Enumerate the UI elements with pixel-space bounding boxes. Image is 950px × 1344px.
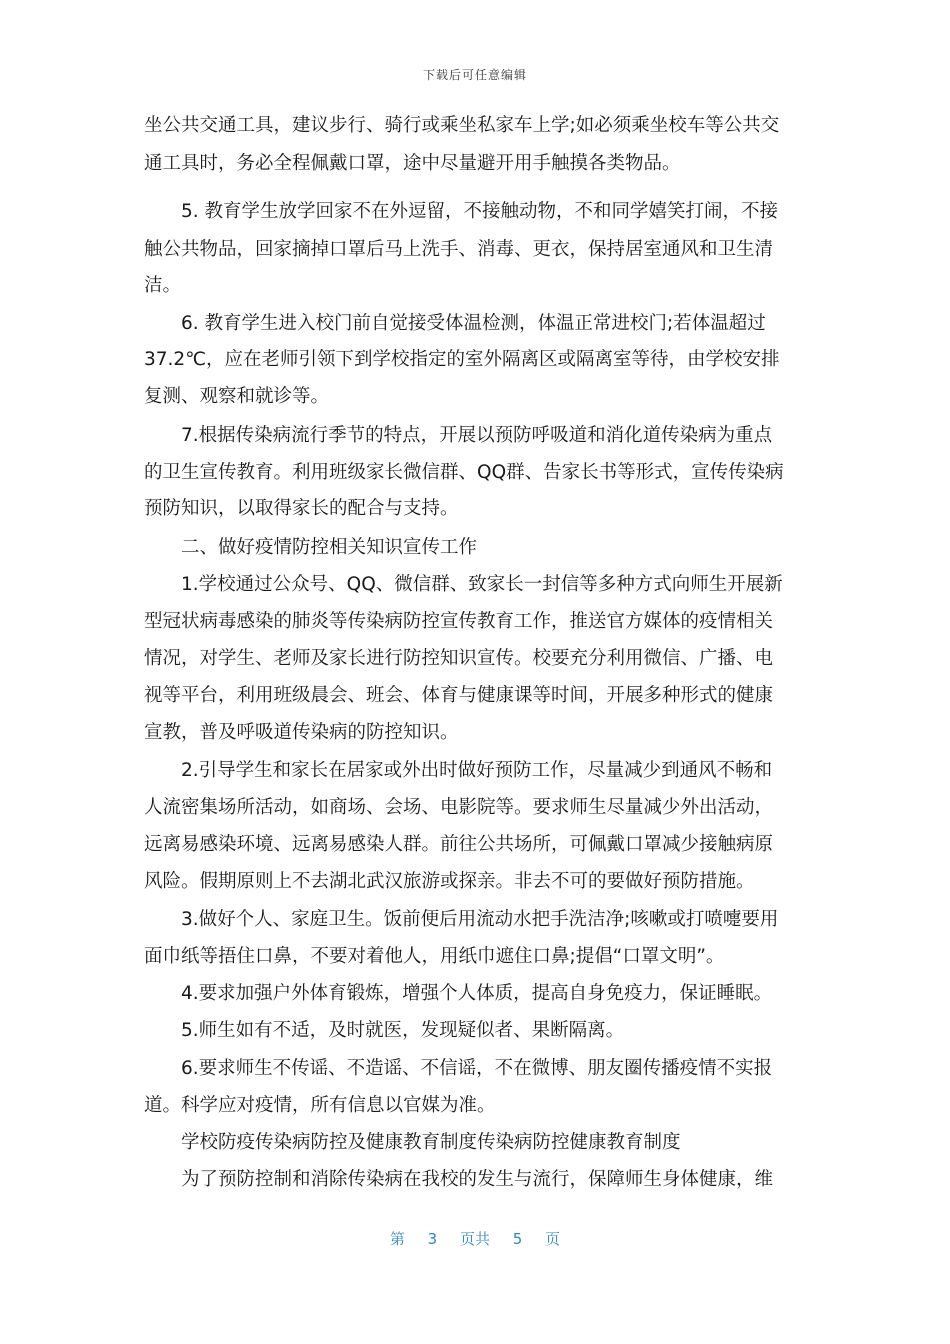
text-line: 3.做好个人、家庭卫生。饭前便后用流动水把手洗洁净;咳嗽或打喷嚏要用 xyxy=(181,909,779,930)
text-line: 预防知识，以取得家长的配合与支持。 xyxy=(144,498,459,519)
text-line: 5. 教育学生放学回家不在外逗留，不接触动物，不和同学嬉笑打闹，不接 xyxy=(181,201,779,222)
text-line: 触公共物品，回家摘掉口罩后马上洗手、消毒、更衣，保持居室通风和卫生清 xyxy=(144,239,774,260)
text-line: 7.根据传染病流行季节的特点，开展以预防呼吸道和消化道传染病为重点 xyxy=(181,425,773,446)
text-line: 为了预防控制和消除传染病在我校的发生与流行，保障师生身体健康，维 xyxy=(181,1169,774,1190)
text-line: 6.要求师生不传谣、不造谣、不信谣，不在微博、朋友圈传播疫情不实报 xyxy=(181,1058,773,1079)
footer-page-word: 第 xyxy=(389,1230,405,1248)
text-line: 宣教，普及呼吸道传染病的防控知识。 xyxy=(144,722,459,743)
text-line: 面巾纸等捂住口鼻，不要对着他人，用纸巾遮住口鼻;提倡“口罩文明”。 xyxy=(144,946,725,967)
section-heading: 学校防疫传染病防控及健康教育制度传染病防控健康教育制度 xyxy=(181,1132,681,1153)
text-line: 道。科学应对疫情，所有信息以官媒为准。 xyxy=(144,1095,496,1116)
text-line: 6. 教育学生进入校门前自觉接受体温检测，体温正常进校门;若体温超过 xyxy=(181,313,766,334)
footer-total-word: 页共 xyxy=(459,1230,490,1248)
text-line: 坐公共交通工具，建议步行、骑行或乘坐私家车上学;如必须乘坐校车等公共交 xyxy=(144,115,780,136)
text-line: 5.师生如有不适，及时就医，发现疑似者、果断隔离。 xyxy=(181,1020,625,1041)
text-line: 通工具时，务必全程佩戴口罩，途中尽量避开用手触摸各类物品。 xyxy=(144,153,681,174)
text-line: 人流密集场所活动，如商场、会场、电影院等。要求师生尽量减少外出活动， xyxy=(144,797,774,818)
text-line: 视等平台，利用班级晨会、班会、体育与健康课等时间，开展多种形式的健康 xyxy=(144,685,774,706)
text-line: 情况，对学生、老师及家长进行防控知识宣传。校要充分利用微信、广播、电 xyxy=(144,648,774,669)
text-line: 远离易感染环境、远离易感染人群。前往公共场所，可佩戴口罩减少接触病原 xyxy=(144,834,774,855)
text-line: 37.2℃，应在老师引领下到学校指定的室外隔离区或隔离室等待，由学校安排 xyxy=(144,349,780,370)
page-header: 下载后可任意编辑 xyxy=(422,68,527,82)
text-line: 2.引导学生和家长在居家或外出时做好预防工作，尽量减少到通风不畅和 xyxy=(181,760,773,781)
text-line: 洁。 xyxy=(144,275,182,296)
page-footer xyxy=(0,1228,950,1249)
footer-page-suffix: 页 xyxy=(545,1230,561,1248)
footer-total-pages: 5 xyxy=(512,1230,523,1248)
text-line: 的卫生宣传教育。利用班级家长微信群、QQ群、告家长书等形式，宣传传染病 xyxy=(144,462,784,483)
text-line: 复测、观察和就诊等。 xyxy=(144,386,330,407)
text-line: 风险。假期原则上不去湖北武汉旅游或探亲。非去不可的要做好预防措施。 xyxy=(144,871,755,892)
text-line: 4.要求加强户外体育锻炼，增强个人体质，提高自身免疫力，保证睡眠。 xyxy=(181,983,773,1004)
section-heading: 二、做好疫情防控相关知识宣传工作 xyxy=(181,537,478,558)
text-line: 1.学校通过公众号、QQ、微信群、致家长一封信等多种方式向师生开展新 xyxy=(181,574,783,595)
footer-page-number: 3 xyxy=(427,1230,438,1248)
text-line: 型冠状病毒感染的肺炎等传染病防控宣传教育工作，推送官方媒体的疫情相关 xyxy=(144,611,774,632)
